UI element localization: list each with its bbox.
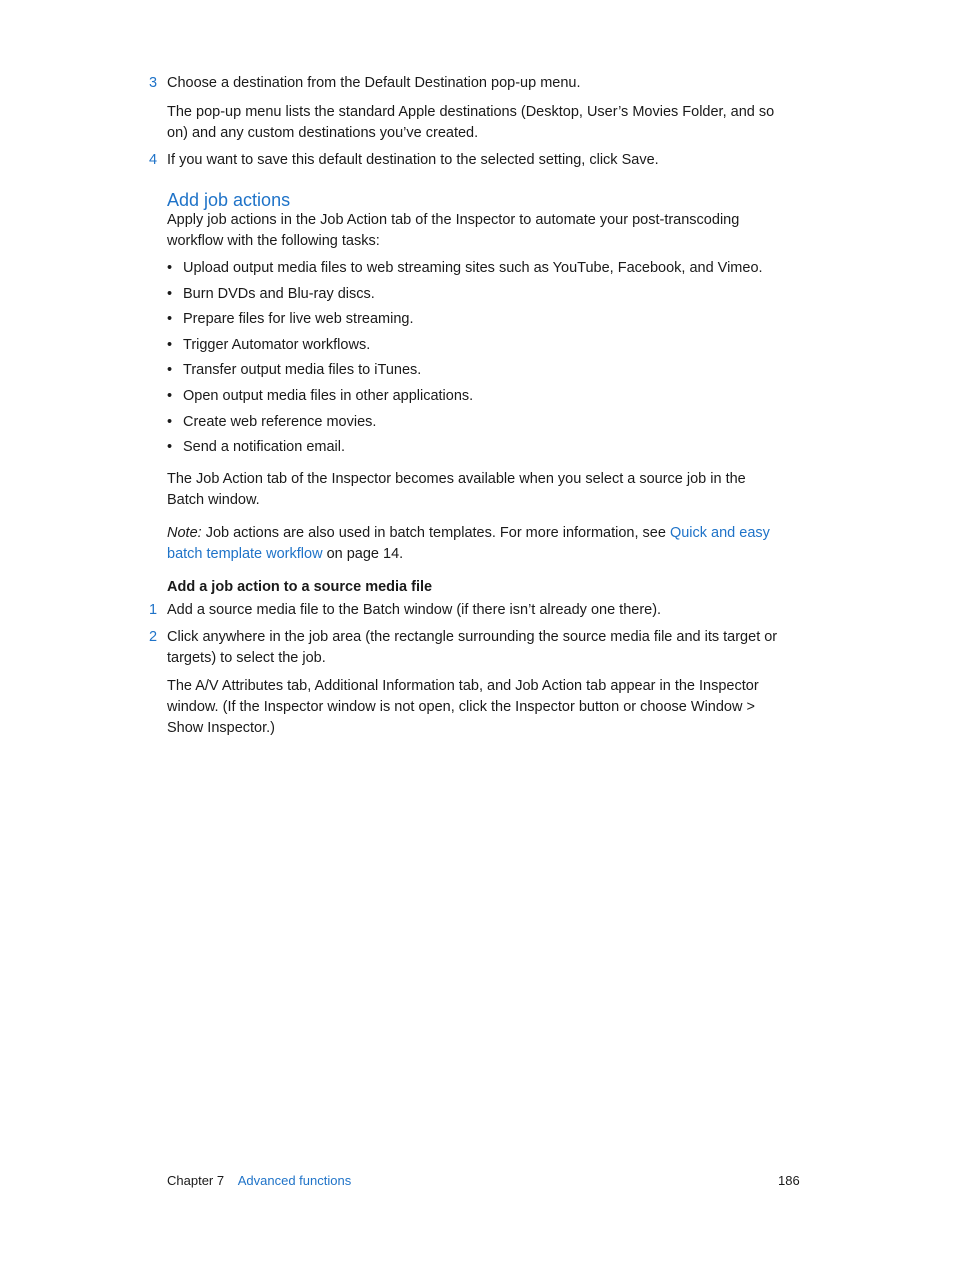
list-item-text: Trigger Automator workflows. bbox=[183, 336, 371, 353]
bullet-icon: • bbox=[167, 362, 173, 379]
step-number-1: 1 bbox=[149, 602, 158, 618]
task-step-1-text: Add a source media file to the Batch window (if there isn’t already one there). bbox=[167, 602, 662, 618]
availability-paragraph: The Job Action tab of the Inspector becomes available when you select a source job in the Batch window. bbox=[167, 471, 746, 508]
task-bullet-list bbox=[167, 258, 792, 463]
list-item-text: Burn DVDs and Blu-ray discs. bbox=[183, 285, 375, 302]
bullet-icon: • bbox=[167, 336, 173, 353]
step-3-text: Choose a destination from the Default Destination pop-up menu. bbox=[167, 75, 581, 91]
step-4-text: If you want to save this default destination to the selected setting, click Save. bbox=[167, 152, 659, 168]
list-item-text: Create web reference movies. bbox=[183, 413, 377, 430]
task-step-2-text: Click anywhere in the job area (the rectangle surrounding the source media file and its target or targets) to select the job. bbox=[167, 629, 778, 666]
task-title: Add a job action to a source media file bbox=[167, 579, 433, 595]
list-item-text: Prepare files for live web streaming. bbox=[183, 311, 414, 328]
step-number-4: 4 bbox=[149, 152, 158, 168]
section-intro: Apply job actions in the Job Action tab of the Inspector to automate your post-transcoding workflow with the following tasks: bbox=[167, 212, 740, 249]
list-item-text: Transfer output media files to iTunes. bbox=[183, 362, 422, 379]
note-text: Job actions are also used in batch templates. For more information, see bbox=[205, 525, 666, 541]
list-item bbox=[167, 284, 792, 310]
list-item-text: Open output media files in other applications. bbox=[183, 387, 474, 404]
section-heading: Add job actions bbox=[167, 190, 291, 210]
list-item bbox=[167, 309, 792, 335]
step-3-detail: The pop-up menu lists the standard Apple destinations (Desktop, User’s Movies Folder, and so on) and any custom destinations you’ve created. bbox=[167, 104, 775, 141]
list-item bbox=[167, 360, 792, 386]
bullet-icon: • bbox=[167, 387, 173, 404]
bullet-icon: • bbox=[167, 439, 173, 456]
page-number: 186 bbox=[778, 1173, 800, 1188]
bullet-icon: • bbox=[167, 413, 173, 430]
batch-template-workflow-link[interactable]: Quick and easy batch template workflow bbox=[167, 525, 770, 562]
list-item bbox=[167, 437, 792, 463]
bullet-icon: • bbox=[167, 285, 173, 302]
step-number-2: 2 bbox=[149, 629, 158, 645]
task-result: The A/V Attributes tab, Additional Information tab, and Job Action tab appear in the Inspector window. (If the Inspector window is not open, click the Inspector button or choose Window > Show Inspector.) bbox=[167, 678, 759, 736]
note-label: Note: bbox=[167, 525, 202, 541]
list-item bbox=[167, 258, 792, 284]
bullet-icon: • bbox=[167, 311, 173, 328]
list-item bbox=[167, 412, 792, 438]
list-item bbox=[167, 335, 792, 361]
step-number-3: 3 bbox=[149, 75, 158, 91]
list-item-text: Upload output media files to web streaming sites such as YouTube, Facebook, and Vimeo. bbox=[183, 260, 763, 276]
bullet-icon: • bbox=[167, 260, 173, 276]
note-page-ref: on page 14. bbox=[326, 546, 404, 562]
footer-chapter-link[interactable]: Advanced functions bbox=[237, 1173, 352, 1188]
note-paragraph bbox=[167, 523, 777, 565]
list-item-text: Send a notification email. bbox=[183, 439, 346, 456]
footer-chapter bbox=[167, 1171, 351, 1191]
footer-chapter-number: 7 bbox=[216, 1173, 225, 1188]
footer-chapter-label: Chapter bbox=[167, 1173, 214, 1188]
list-item bbox=[167, 386, 792, 412]
